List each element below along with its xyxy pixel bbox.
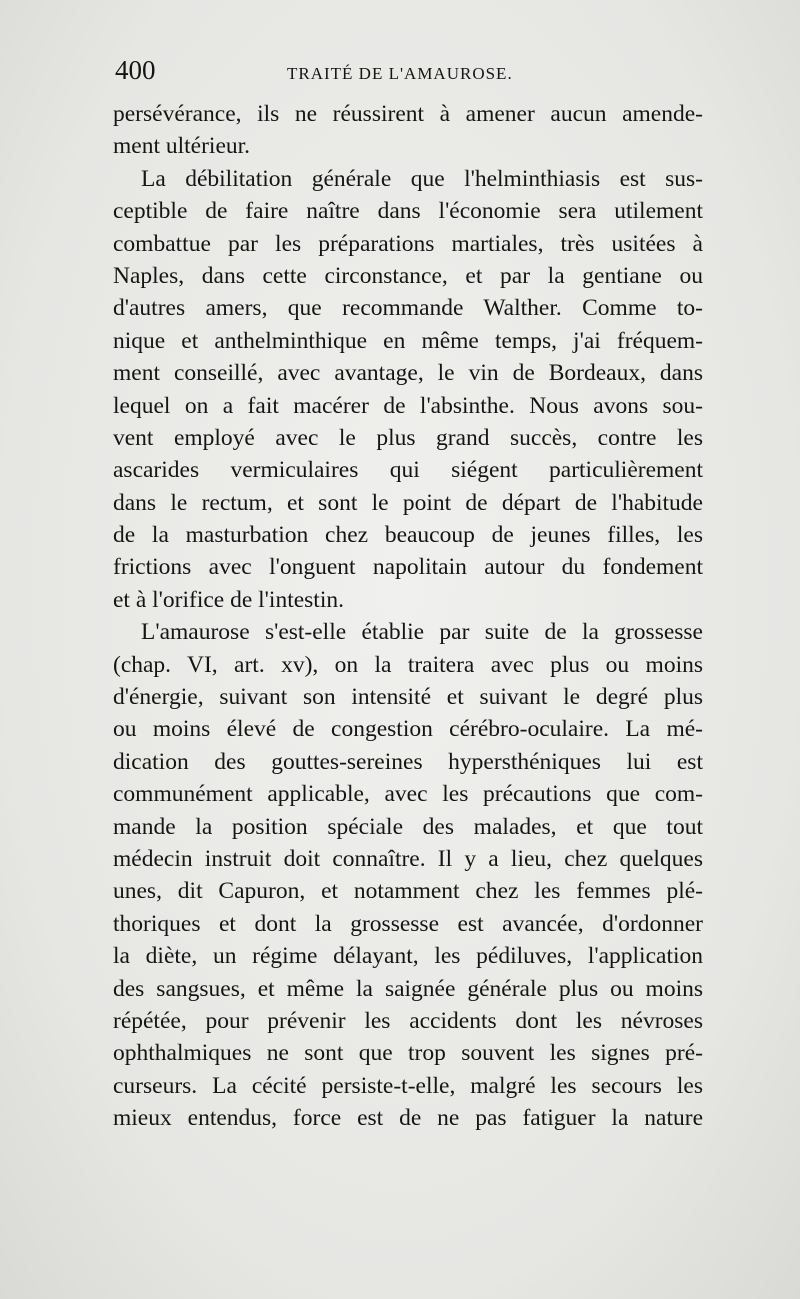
text-line: dication des gouttes-sereines hypersthéniques lui est [113,748,703,775]
body-text [113,98,703,1135]
text-line: vent employé avec le plus grand succès, contre les [113,424,703,451]
text-line: ou moins élevé de congestion cérébro-oculaire. La mé- [113,716,703,743]
text-line: mande la position spéciale des malades, et que tout [113,813,703,840]
text-line: lequel on a fait macérer de l'absinthe. Nous avons sou- [113,392,703,419]
text-line: et à l'orifice de l'intestin. [113,586,344,613]
text-line: répétée, pour prévenir les accidents dont les névroses [113,1007,703,1034]
text-line: d'autres amers, que recommande Walther. Comme to- [113,295,703,322]
text-line: ment ultérieur. [113,133,251,160]
text-line: communément applicable, avec les précautions que com- [113,781,703,808]
text-line: combattue par les préparations martiales, très usitées à [113,230,703,257]
text-line: ceptible de faire naître dans l'économie sera utilement [113,198,703,225]
text-line: ment conseillé, avec avantage, le vin de Bordeaux, dans [113,360,703,387]
page-header [115,52,695,92]
text-line: d'énergie, suivant son intensité et suivant le degré plus [113,684,703,711]
running-title: TRAITÉ DE L'AMAUROSE. [287,64,513,83]
text-line: persévérance, ils ne réussirent à amener aucun amende- [113,101,703,127]
text-line: mieux entendus, force est de ne pas fatiguer la nature [113,1105,703,1132]
text-line: (chap. VI, art. xv), on la traitera avec plus ou moins [113,651,703,678]
text-line: médecin instruit doit connaître. Il y a lieu, chez quelques [113,845,703,872]
text-line: dans le rectum, et sont le point de départ de l'habitude [113,489,703,516]
text-line: thoriques et dont la grossesse est avancée, d'ordonner [113,910,703,937]
text-line: de la masturbation chez beaucoup de jeunes filles, les [113,522,703,549]
text-line: curseurs. La cécité persiste-t-elle, malgré les secours les [113,1072,703,1099]
text-line: L'amaurose s'est-elle établie par suite de la grossesse [141,619,703,646]
text-line: La débilitation générale que l'helminthiasis est sus- [141,165,703,192]
page-number: 400 [115,55,156,85]
text-line: frictions avec l'onguent napolitain autour du fondement [113,554,703,581]
text-line: ascarides vermiculaires qui siégent particulièrement [113,457,703,484]
text-line: ophthalmiques ne sont que trop souvent les signes pré- [113,1040,703,1067]
text-line: des sangsues, et même la saignée générale plus ou moins [113,975,703,1002]
text-line: Naples, dans cette circonstance, et par la gentiane ou [113,262,703,289]
text-line: nique et anthelminthique en même temps, j'ai fréquem- [113,327,703,354]
text-line: unes, dit Capuron, et notamment chez les femmes plé- [113,878,703,905]
text-line: la diète, un régime délayant, les pédiluves, l'application [113,943,703,970]
